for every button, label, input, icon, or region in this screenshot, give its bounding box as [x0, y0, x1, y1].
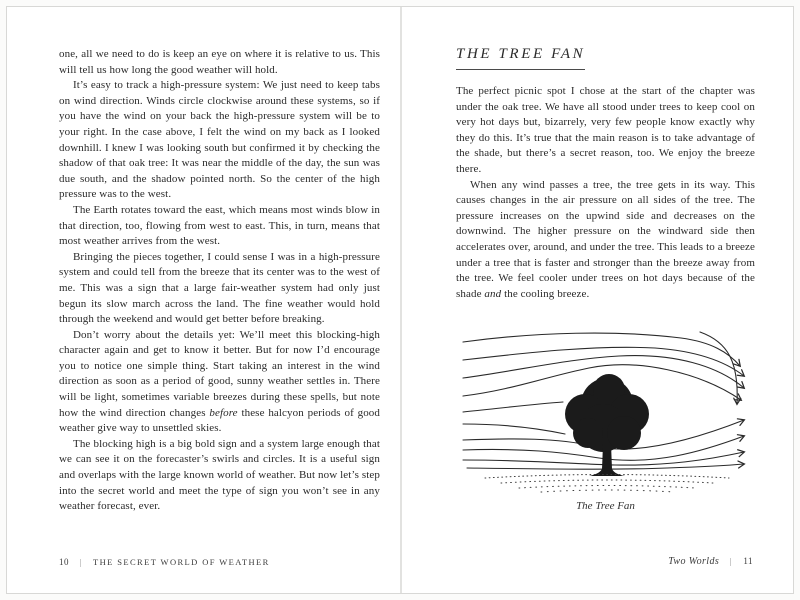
- paragraph: It’s easy to track a high-pressure system: We just need to keep tabs on wind direction. Winds circle clockwise around these systems, so if you have the wind on your back the high-pressure system will be to your right. In the case above, I felt the wind on my back as I looked downhill. I knew I was looking south but confirmed it by checking the shadow of that oak tree: It was near the middle of the day, the sun was due south, and the shadow pointed north. So the center of the high pressure was to the west.: [59, 79, 380, 201]
- tree-fan-drawing: [456, 314, 758, 496]
- paragraph: When any wind passes a tree, the tree gets in its way. This causes changes in the air pressure on all sides of the tree. The pressure increases on the upwind side and decreases on the downwind. The higher pressure on the windward side then accelerates over, around, and under the tree. This leads to a breeze under a tree that is faster and stronger than the breeze away from the tree. We feel cooler under trees on hot days because of the shade and the cooling breeze.: [456, 178, 755, 300]
- book-spread: [6, 6, 794, 594]
- footer-left: [59, 557, 270, 567]
- page-number: 11: [743, 556, 753, 566]
- right-page: [400, 7, 793, 593]
- paragraph: Bringing the pieces together, I could sense I was in a high-pressure system and could tell from the breeze that its center was to the west of me. This was a sign that a large fair-weather system had only just begun its slow march across the land. The fine weather would hold through the weekend and would get better before breaking.: [59, 250, 380, 326]
- book-title: THE SECRET WORLD OF WEATHER: [93, 557, 270, 567]
- tree-fan-illustration: [456, 314, 755, 512]
- section-heading: THE TREE FAN: [456, 46, 585, 70]
- footer-separator: |: [729, 556, 733, 566]
- ground: [485, 475, 729, 493]
- paragraph: Don’t worry about the details yet: We’ll meet this blocking-high character again and get to know it better. But for now I’d encourage you to notice one simple thing. Start taking an interest in the wind direction as soon as a period of good, sunny weather settles in. There will be light, sometimes variable breezes during these spells, but note how the wind direction changes before these halcyon periods of good weather give way to unsettled skies.: [59, 328, 380, 435]
- chapter-title: Two Worlds: [668, 556, 720, 567]
- page-number: 10: [59, 557, 69, 567]
- footer-separator: |: [79, 557, 83, 567]
- left-page: [7, 7, 400, 593]
- paragraph: one, all we need to do is keep an eye on where it is relative to us. This will tell us how long the good weather will hold.: [59, 48, 380, 76]
- footer-right: [668, 556, 753, 567]
- paragraph: The blocking high is a big bold sign and a system large enough that we can see it on the forecaster’s swirls and circles. It is a useful sign and overlaps with the large known world of weather. But now let’s step into the secret world and meet the type of sign you won’t see in any weather forecast, ever.: [59, 437, 380, 513]
- page-gutter: [400, 7, 402, 593]
- paragraph: The perfect picnic spot I chose at the start of the chapter was under the oak tree. We have all stood under trees to keep cool on very hot days but, bizarrely, very few people know exactly why they do this. It’s true that the main reason is to take advantage of the shade, but there’s a secret reason, too. We enjoy the breeze there.: [456, 85, 755, 175]
- illustration-caption: The Tree Fan: [576, 500, 635, 513]
- paragraph: The Earth rotates toward the east, which means most winds blow in that direction, too, flowing from west to east. This, in turn, means that most weather arrives from the west.: [59, 203, 380, 248]
